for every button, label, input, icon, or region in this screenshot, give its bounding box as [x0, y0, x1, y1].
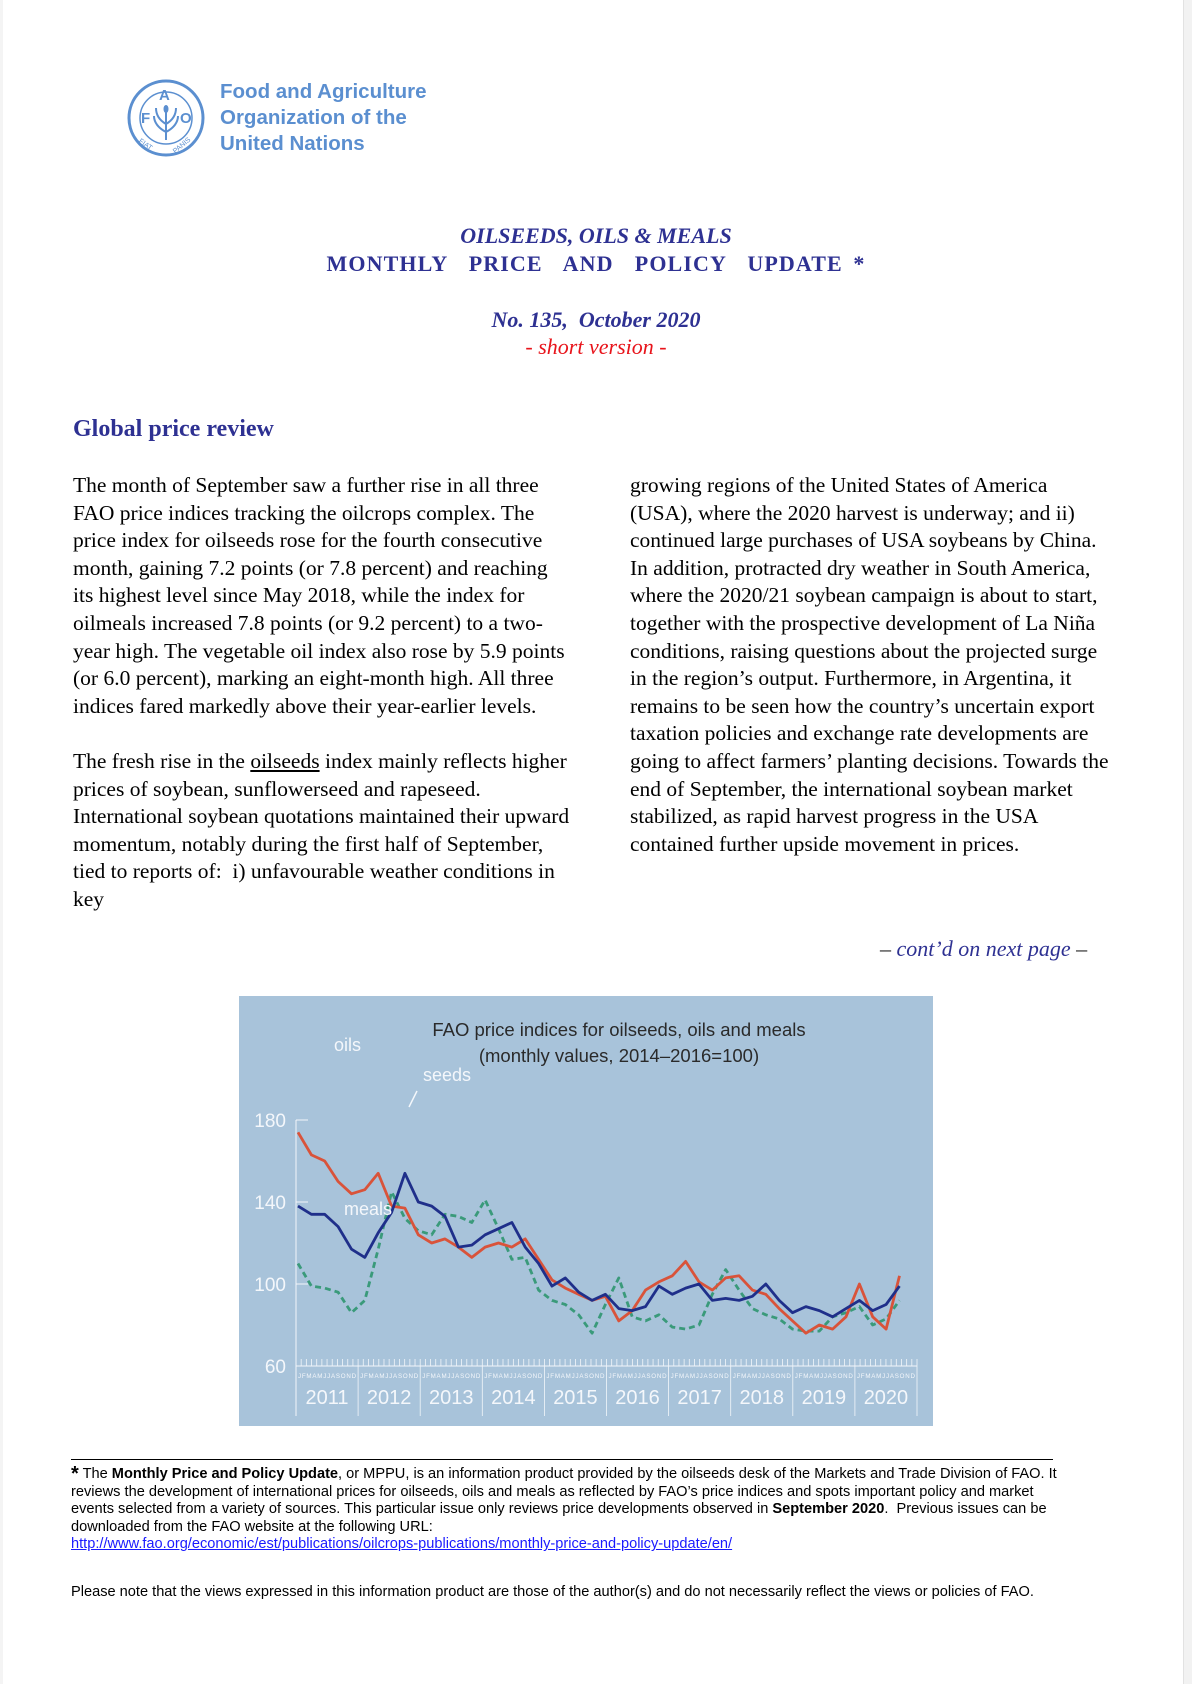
- text-span: , or MPPU, is an information product provided by the oilseeds desk of the Markets and Trade Division of FAO. It reviews the development of international prices for oilseeds, oils and meals as reflected by FAO’s price indices and spots important policy and market events selected from a variety of sources. This particular issue only reviews price developments observed in: [71, 1466, 1057, 1518]
- svg-text:seeds: seeds: [423, 1065, 472, 1085]
- issue-info: [0, 306, 1192, 360]
- continued-note: [880, 936, 1087, 962]
- chart-title: FAO price indices for oilseeds, oils and meals: [432, 1019, 806, 1040]
- svg-text:2016: 2016: [615, 1387, 660, 1409]
- svg-text:100: 100: [254, 1275, 286, 1296]
- fao-logo: [126, 78, 427, 158]
- dash: –: [1070, 936, 1088, 961]
- svg-text:2020: 2020: [863, 1387, 909, 1409]
- svg-text:O: O: [180, 110, 192, 127]
- org-name-line-3: United Nations: [220, 132, 365, 155]
- svg-text:JFMAMJJASOND: JFMAMJJASOND: [298, 1373, 357, 1380]
- svg-text:FIAT: FIAT: [137, 137, 154, 152]
- fao-emblem-icon: [126, 78, 206, 158]
- svg-text:2012: 2012: [366, 1387, 412, 1409]
- svg-text:2013: 2013: [429, 1387, 474, 1409]
- chart-series: [298, 1132, 900, 1333]
- title-line-1: OILSEEDS, OILS & MEALS: [460, 223, 732, 248]
- svg-text:180: 180: [254, 1111, 286, 1132]
- section-heading: Global price review: [73, 416, 274, 442]
- svg-text:JFMAMJJASOND: JFMAMJJASOND: [670, 1373, 729, 1380]
- svg-text:F: F: [141, 110, 151, 127]
- text-span: The fresh rise in the: [73, 748, 251, 773]
- price-index-chart: [239, 996, 933, 1426]
- bold-term: September 2020: [772, 1501, 885, 1518]
- body-column-left: [73, 472, 573, 941]
- svg-text:JFMAMJJASOND: JFMAMJJASOND: [856, 1373, 915, 1380]
- series-line-oils: [298, 1132, 900, 1333]
- document-title: [0, 222, 1192, 278]
- dash: –: [880, 936, 897, 961]
- svg-text:60: 60: [264, 1357, 286, 1378]
- line-chart: [239, 996, 933, 1426]
- paragraph: The month of September saw a further rise in all three FAO price indices tracking the oilcrops complex. The price index for oilseeds rose for the fourth consecutive month, gaining 7.2 points (or 7.8 percent) and reaching its highest level since May 2018, while the index for oilmeals increased 7.8 points (or 9.2 percent) to a two-year high. The vegetable oil index also rose by 5.9 points (or 6.0 percent), marking an eight-month high. All three indices fared markedly above their year-earlier levels.: [73, 473, 565, 718]
- continued-text: cont’d on next page: [896, 936, 1071, 961]
- svg-text:meals: meals: [344, 1199, 393, 1219]
- issue-number: No. 135, October 2020: [491, 307, 701, 332]
- paragraph: [73, 748, 573, 914]
- publications-link[interactable]: http://www.fao.org/economic/est/publications/oilcrops-publications/monthly-price-and-policy-update/en/: [71, 1536, 733, 1553]
- svg-text:2018: 2018: [739, 1387, 784, 1409]
- svg-text:2011: 2011: [305, 1387, 349, 1409]
- svg-text:A: A: [159, 87, 170, 104]
- version-label: - short version -: [525, 334, 667, 359]
- underlined-term: oilseeds: [250, 748, 320, 773]
- body-column-right: [630, 472, 1110, 886]
- svg-text:JFMAMJJASOND: JFMAMJJASOND: [608, 1373, 667, 1380]
- svg-text:140: 140: [254, 1193, 286, 1214]
- svg-text:JFMAMJJASOND: JFMAMJJASOND: [422, 1373, 481, 1380]
- svg-text:JFMAMJJASOND: JFMAMJJASOND: [794, 1373, 853, 1380]
- org-name-line-1: Food and Agriculture: [220, 80, 427, 103]
- svg-text:JFMAMJJASOND: JFMAMJJASOND: [484, 1373, 543, 1380]
- org-name-line-2: Organization of the: [220, 106, 407, 129]
- text-span: The: [78, 1466, 112, 1482]
- svg-text:2014: 2014: [491, 1387, 536, 1409]
- footnote: [71, 1463, 1061, 1554]
- svg-text:JFMAMJJASOND: JFMAMJJASOND: [360, 1373, 419, 1380]
- footnote-star: *: [71, 1463, 79, 1485]
- svg-text:2017: 2017: [677, 1387, 722, 1409]
- footnote-divider: [71, 1459, 1053, 1460]
- svg-text:oils: oils: [334, 1035, 362, 1055]
- svg-text:2015: 2015: [553, 1387, 598, 1409]
- svg-text:2019: 2019: [801, 1387, 847, 1409]
- svg-text:PANIS: PANIS: [171, 136, 193, 156]
- paragraph: growing regions of the United States of America (USA), where the 2020 harvest is underway; and ii) continued large purchases of USA soybeans by China. In addition, protracted dry weather in South America, where the 2020/21 soybean campaign is about to start, together with the prospective development of La Niña conditions, raising questions about the projected surge in the region’s output. Furthermore, in Argentina, it remains to be seen how the country’s uncertain export taxation policies and exchange rate developments are going to affect farmers’ planting decisions. Towards the end of September, the international soybean market stabilized, as rapid harvest progress in the USA contained further upside movement in prices.: [630, 473, 1109, 856]
- text-span: index mainly reflects higher prices of soybean, sunflowerseed and rapeseed. International soybean quotations maintained their upward momentum, notably during the first half of September, tied to reports of: i) unfavourable weather conditions in key: [73, 748, 575, 911]
- bold-term: Monthly Price and Policy Update: [111, 1466, 339, 1482]
- chart-axes: [254, 1111, 917, 1416]
- text-span: . Previous issues can be downloaded from the FAO website at the following URL:: [71, 1501, 1051, 1535]
- title-line-2: MONTHLY PRICE AND POLICY UPDATE *: [326, 251, 866, 276]
- disclaimer: Please note that the views expressed in this information product are those of the author(s) and do not necessarily reflect the views or policies of FAO.: [71, 1584, 1034, 1600]
- svg-text:JFMAMJJASOND: JFMAMJJASOND: [732, 1373, 791, 1380]
- svg-text:JFMAMJJASOND: JFMAMJJASOND: [546, 1373, 605, 1380]
- chart-subtitle: (monthly values, 2014–2016=100): [478, 1045, 760, 1066]
